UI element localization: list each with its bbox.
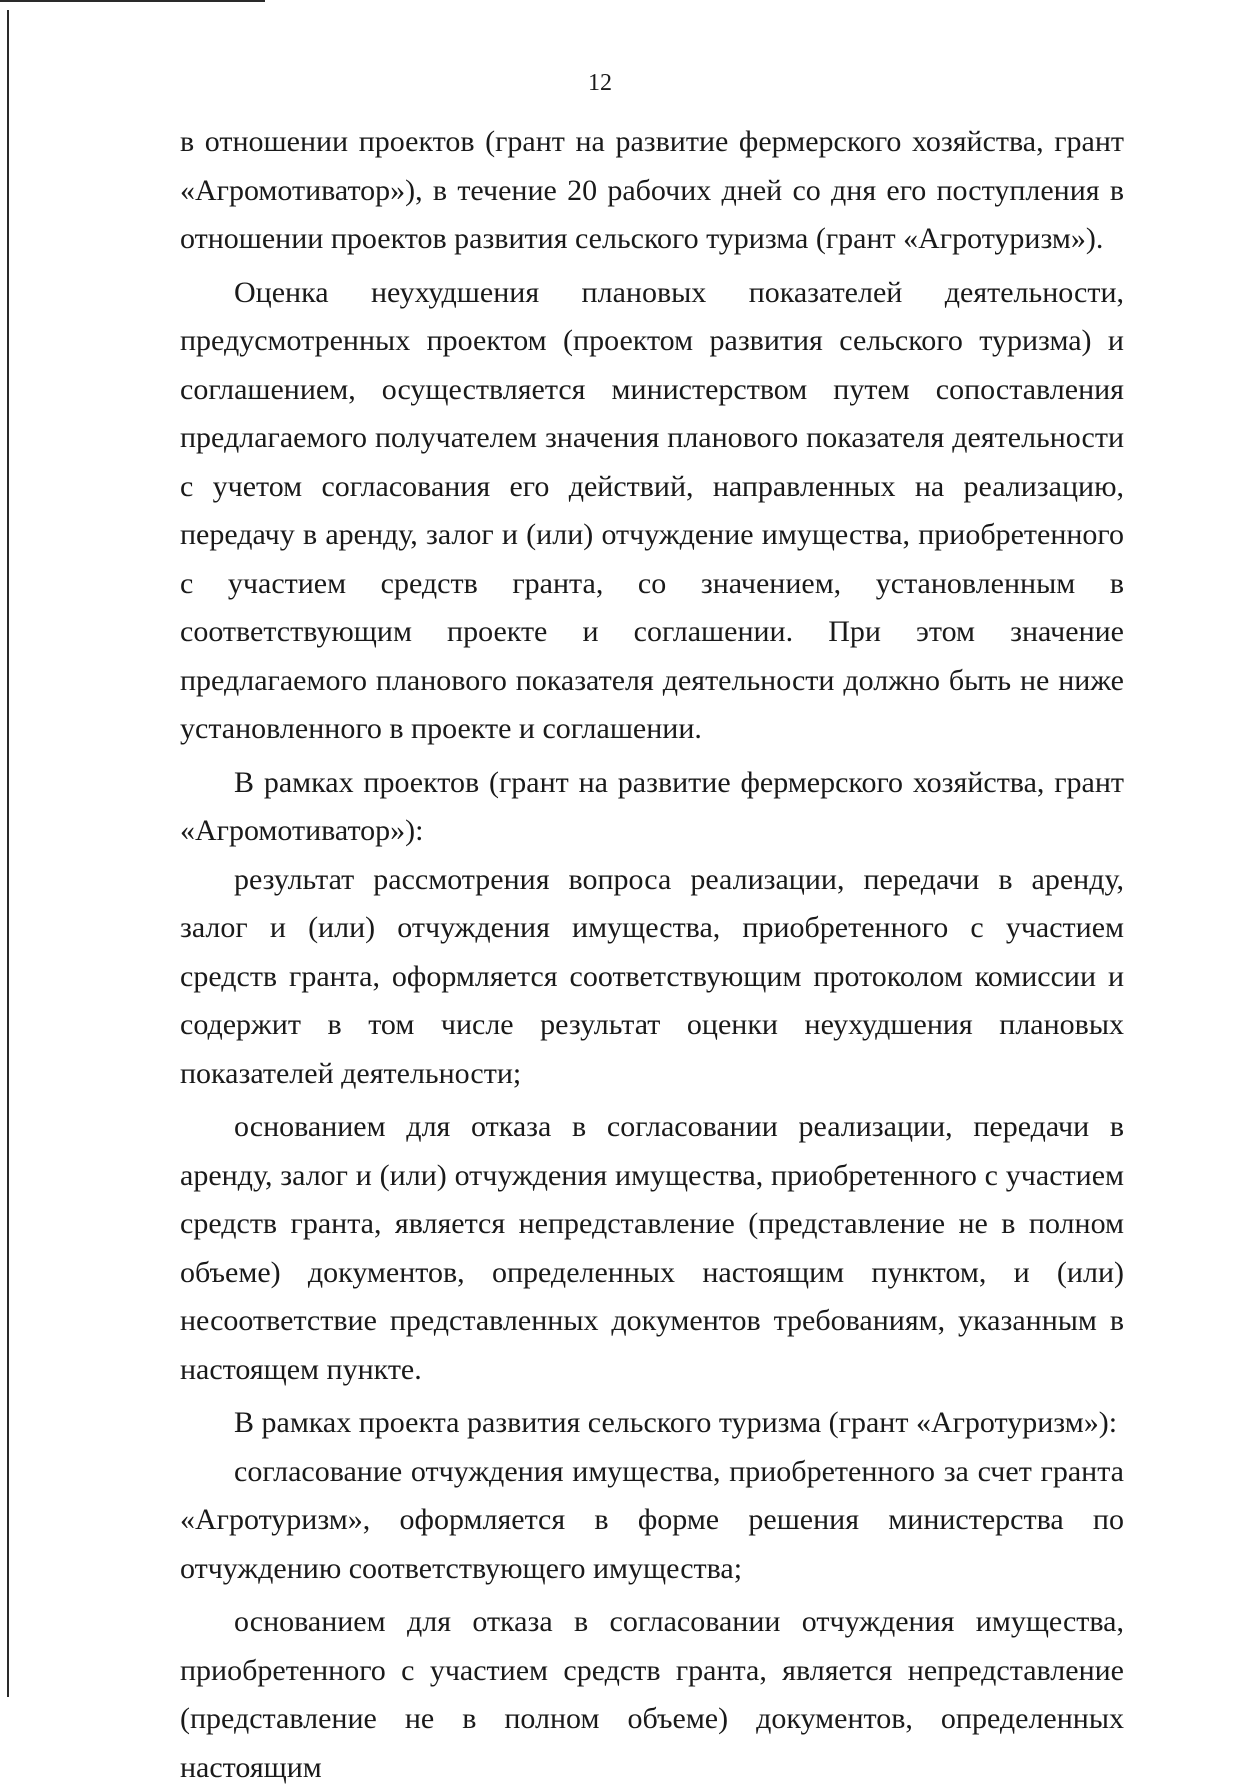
paragraph-review-result: результат рассмотрения вопроса реализации, передачи в аренду, залог и (или) отчуждения имущества, приобретенного с участием средств гранта, оформляется соответствующим протоколом комиссии и содержит в том числе результат оценки неухудшения плановых показателей деятельности; — [180, 862, 1124, 1090]
paragraph-farm-projects-heading: В рамках проектов (грант на развитие фермерского хозяйства, грант «Агромотиватор»): — [180, 765, 1124, 847]
paragraph-agrotourism-approval: согласование отчуждения имущества, приобретенного за счет гранта «Агротуризм», оформляется в форме решения министерства по отчуждению соответствующего имущества; — [180, 1454, 1124, 1585]
scan-edge-left — [7, 10, 9, 1697]
paragraph-continuation: в отношении проектов (грант на развитие фермерского хозяйства, грант «Агромотиватор»), в течение 20 рабочих дней со дня его поступления в отношении проектов развития сельского туризма (грант «Агротуризм»). — [180, 125, 1124, 255]
paragraph-agrotourism-heading: В рамках проекта развития сельского туризма (грант «Агротуризм»): — [234, 1406, 1118, 1439]
document-body — [180, 118, 1124, 1792]
page-number: 12 — [588, 70, 612, 96]
scan-edge-top — [0, 0, 265, 2]
paragraph-agrotourism-refusal: основанием для отказа в согласовании отчуждения имущества, приобретенного с участием средств гранта, является непредставление (представление не в полном объеме) документов, определенных настоящим — [180, 1605, 1124, 1784]
paragraph-refusal-grounds: основанием для отказа в согласовании реализации, передачи в аренду, залог и (или) отчуждения имущества, приобретенного с участием средств гранта, является непредставление (представление не в полном объеме) документов, определенных настоящим пунктом, и (или) несоответствие представленных документов требованиям, указанным в настоящем пункте. — [180, 1110, 1124, 1386]
paragraph-assessment: Оценка неухудшения плановых показателей деятельности, предусмотренных проектом (проектом развития сельского туризма) и соглашением, осуществляется министерством путем сопоставления предлагаемого получателем значения планового показателя деятельности с учетом согласования его действий, направленных на реализацию, передачу в аренду, залог и (или) отчуждение имущества, приобретенного с участием средств гранта, со значением, установленным в соответствующим проекте и соглашении. При этом значение предлагаемого планового показателя деятельности должно быть не ниже установленного в проекте и соглашении. — [180, 275, 1124, 745]
